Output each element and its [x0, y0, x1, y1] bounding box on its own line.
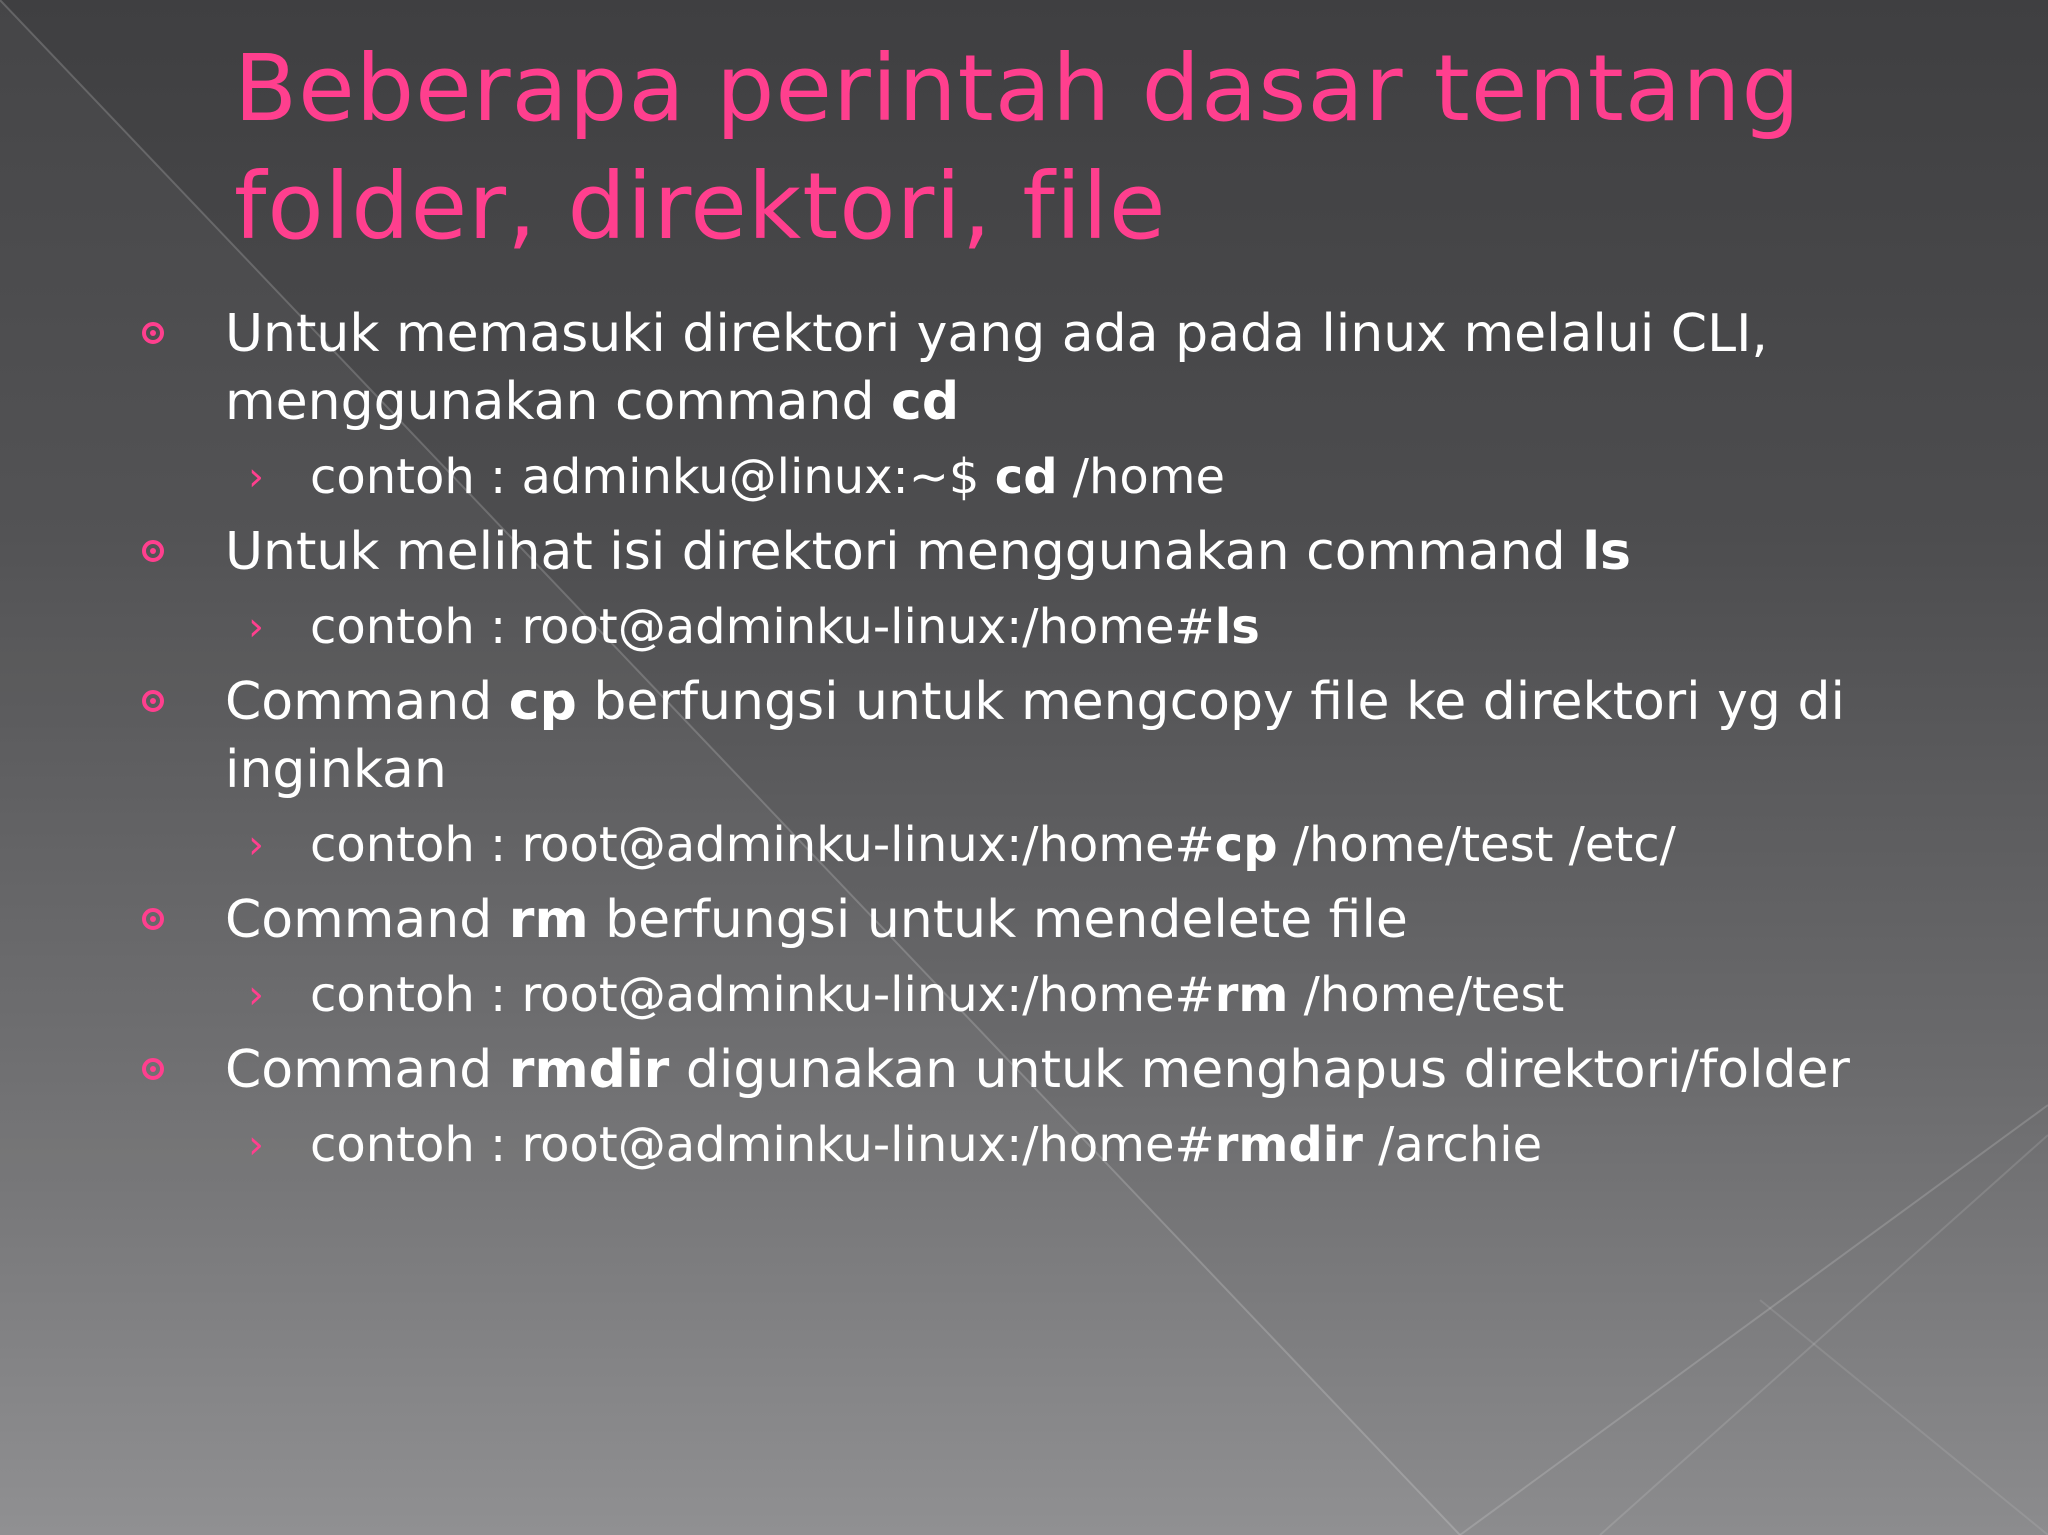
item-text: digunakan untuk menghapus direktori/folder	[669, 1040, 1850, 1100]
example-command: rmdir	[1214, 1117, 1363, 1173]
item-text: Command	[225, 890, 509, 950]
chevron-right-icon: ›	[248, 604, 264, 650]
item-text: berfungsi untuk mendelete file	[588, 890, 1408, 950]
command-name: cd	[891, 372, 960, 432]
command-name: cp	[508, 672, 577, 732]
chevron-right-icon: ›	[248, 454, 264, 500]
command-name: rmdir	[508, 1040, 670, 1100]
example-item	[138, 962, 1978, 1028]
slide-title	[234, 30, 2014, 266]
example-item	[138, 812, 1978, 878]
example-prefix: contoh : root@adminku-linux:/home#	[310, 1117, 1215, 1173]
item-text: berfungsi untuk mengcopy file ke direktori yg di inginkan	[225, 672, 1845, 800]
circle-dot-bullet-icon	[142, 908, 164, 930]
item-text: Untuk memasuki direktori yang ada pada linux melalui CLI, menggunakan command	[225, 304, 1768, 432]
example-prefix: contoh : root@adminku-linux:/home#	[310, 967, 1215, 1023]
circle-dot-bullet-icon	[142, 690, 164, 712]
item-text: Command	[225, 1040, 509, 1100]
circle-dot-bullet-icon	[142, 322, 164, 344]
example-suffix: /home/test	[1288, 967, 1565, 1023]
example-suffix: /home	[1057, 449, 1226, 505]
chevron-right-icon: ›	[248, 822, 264, 868]
list-item	[138, 518, 1978, 586]
list-item	[138, 886, 1978, 954]
chevron-right-icon: ›	[248, 1122, 264, 1168]
circle-dot-bullet-icon	[142, 540, 164, 562]
example-suffix: /archie	[1362, 1117, 1543, 1173]
title-line-2: folder, direktori, file	[234, 153, 1167, 260]
example-prefix: contoh : adminku@linux:~$	[310, 449, 995, 505]
list-item	[138, 300, 1978, 436]
example-prefix: contoh : root@adminku-linux:/home#	[310, 599, 1215, 655]
list-item	[138, 668, 1978, 804]
example-command: cd	[994, 449, 1058, 505]
command-name: ls	[1582, 522, 1631, 582]
example-prefix: contoh : root@adminku-linux:/home#	[310, 817, 1215, 873]
example-suffix: /home/test /etc/	[1277, 817, 1676, 873]
example-item	[138, 1112, 1978, 1178]
item-text: Command	[225, 672, 509, 732]
bullet-list	[138, 300, 1978, 1186]
circle-dot-bullet-icon	[142, 1058, 164, 1080]
example-item	[138, 444, 1978, 510]
command-name: rm	[508, 890, 589, 950]
example-command: rm	[1214, 967, 1289, 1023]
example-command: cp	[1214, 817, 1278, 873]
example-item	[138, 594, 1978, 660]
list-item	[138, 1036, 1978, 1104]
example-command: ls	[1214, 599, 1260, 655]
chevron-right-icon: ›	[248, 972, 264, 1018]
item-text: Untuk melihat isi direktori menggunakan command	[225, 522, 1583, 582]
title-line-1: Beberapa perintah dasar tentang	[234, 35, 1801, 142]
